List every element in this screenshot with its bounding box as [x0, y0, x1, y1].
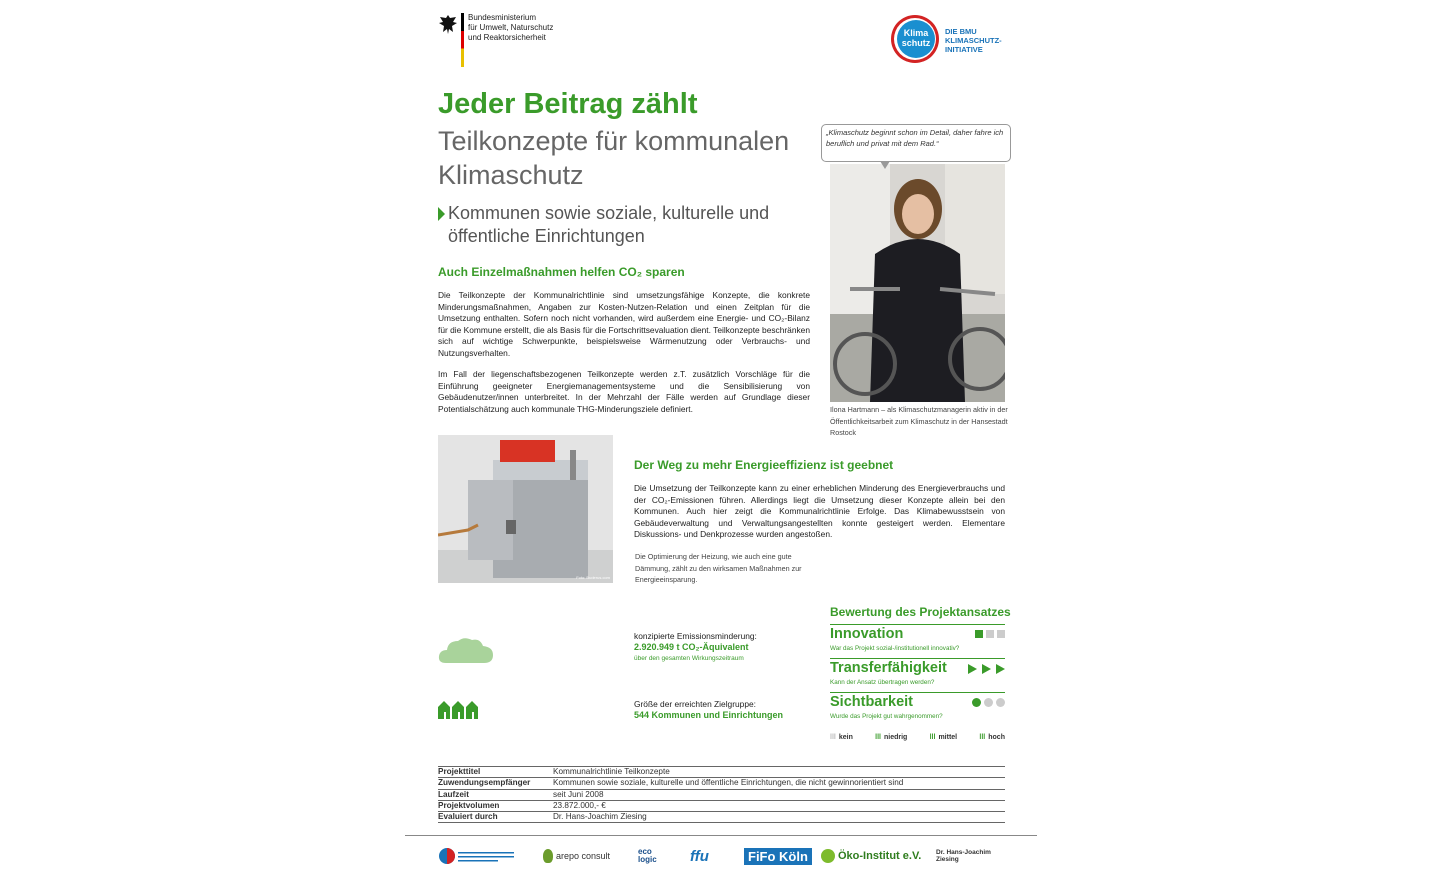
svg-text:schutz: schutz — [901, 38, 931, 48]
flag-bar — [461, 13, 464, 67]
leaf-icon — [543, 849, 553, 863]
assessment-row-visibility — [830, 692, 1005, 727]
rating-dot-off — [984, 698, 993, 707]
section-heading: Der Weg zu mehr Energieeffizienz ist geebnet — [634, 458, 894, 472]
subtitle-line: Klimaschutz — [438, 160, 584, 190]
subtitle-line: Teilkonzepte für kommunalen — [438, 126, 790, 156]
project-table — [438, 766, 1005, 823]
target-line: öffentliche Einrichtungen — [448, 226, 645, 246]
target-line: Kommunen sowie soziale, kulturelle und — [448, 203, 770, 223]
criterion-question: Kann der Ansatz übertragen werden? — [830, 679, 935, 686]
table-value: Kommunen sowie soziale, kulturelle und öffentliche Einrichtungen, die nicht gewinnorientiert sind — [553, 778, 1005, 789]
poster — [405, 0, 1037, 871]
table-key: Laufzeit — [438, 789, 553, 800]
paragraph: Die Teilkonzepte der Kommunalrichtlinie sind umsetzungsfähige Konzepte, die konkrete Minderungsmaßnahmen, Angaben zur Kosten-Nutzen-Relation und einen Zeitplan für die Umsetzung enthalten. Sofern noch nicht vorhanden, wird außerdem eine Energie- und CO₂-Bilanz für die Kommune erstellt, die als Basis für die Fortschrittsevaluation dient. Teilkonzepte beschränken sich auf wichtige Schwerpunkte, beispielsweise Wärmenutzung oder Verbrauchs- und Nutzungsverhalten. — [438, 290, 810, 358]
table-row — [438, 812, 1005, 823]
houses-icon — [438, 700, 498, 719]
table-key: Zuwendungsempfänger — [438, 778, 553, 789]
logo-text: arepo consult — [556, 851, 611, 861]
ministry-name — [468, 13, 553, 43]
partner-mark-icon — [438, 846, 516, 866]
assessment-row-innovation — [830, 624, 1005, 659]
rating-triangle-on — [996, 664, 1005, 674]
criterion-name: Innovation — [830, 626, 904, 642]
table-key: Evaluiert durch — [438, 812, 553, 823]
image-credit: Foto: Buderus.com — [576, 575, 610, 580]
table-value: 23.872.000,- € — [553, 800, 1005, 811]
initiative-name — [945, 27, 1002, 54]
footer-divider — [405, 835, 1037, 836]
globe-icon — [821, 849, 835, 863]
table-key: Projekttitel — [438, 767, 553, 778]
emission-label: konzipierte Emissionsminderung: — [634, 631, 757, 641]
rating-dot-on — [972, 698, 981, 707]
cloud-icon — [438, 636, 494, 664]
criterion-question: War das Projekt sozial-/institutionell innovativ? — [830, 645, 960, 652]
table-row — [438, 800, 1005, 811]
group-value: 544 Kommunen und Einrichtungen — [634, 710, 784, 720]
table-row — [438, 767, 1005, 778]
rating-dots — [972, 698, 1005, 707]
ecologic-logo: eco logic — [638, 847, 657, 864]
assessment-title: Bewertung des Projektansatzes — [830, 605, 1011, 619]
oeko-institut-logo — [821, 845, 921, 867]
table-value: Dr. Hans-Joachim Ziesing — [553, 812, 1005, 823]
paragraph: Im Fall der liegenschaftsbezogenen Teilkonzepte werden z.T. zusätzlich Vorschläge für die Einführung geeigneter Energiemanagementsysteme und die Sensibilisierung von Gebäudenutzer/innen unterbreitet. In der Mehrzahl der Fälle werden auf Grundlage dieser Potentialschätzung auch kommunale THG-Minderungsziele definiert. — [438, 369, 810, 414]
legend-item: lll kein — [830, 734, 853, 741]
table-row — [438, 778, 1005, 789]
rating-dot-off — [996, 698, 1005, 707]
rating-triangles — [966, 664, 1005, 674]
legend-item: lll niedrig — [875, 734, 908, 741]
rating-triangle-on — [982, 664, 991, 674]
rating-squares — [975, 630, 1005, 638]
legend-item: lll mittel — [929, 734, 958, 741]
emission-note: über den gesamten Wirkungszeitraum — [634, 655, 744, 662]
partner-logos — [438, 845, 1005, 867]
boiler-image — [438, 435, 613, 583]
quote-bubble: „Klimaschutz beginnt schon im Detail, daher fahre ich beruflich und privat mit dem Rad.“ — [821, 124, 1011, 162]
table-value: seit Juni 2008 — [553, 789, 1005, 800]
ffu-logo: ffu — [690, 847, 709, 865]
initiative-line: DIE BMU — [945, 27, 977, 36]
bmu-partner-logo — [438, 845, 516, 867]
image-caption: Die Optimierung der Heizung, wie auch eine gute Dämmung, zählt zu den wirksamen Maßnahmen zur Energieeinsparung. — [635, 552, 802, 584]
page-title: Jeder Beitrag zählt — [438, 88, 698, 120]
criterion-name: Transferfähigkeit — [830, 660, 947, 676]
paragraph: Die Umsetzung der Teilkonzepte kann zu einer erheblichen Minderung des Energieverbrauchs und der CO₂-Emissionen führen. Allerdings liegt die Umsetzung dieser Konzepte allein bei den Kommunen. Auch hier zeigt die Kommunalrichtlinie Erfolge. Das Klimabewusstsein von Gebäudeverwaltung und Verwaltungsangestellten konnte gesteigert werden. Elementare Diskussions- und Denkprozesse wurden angestoßen. — [634, 483, 1005, 540]
klimaschutz-initiative-logo — [890, 14, 1020, 68]
page-subtitle — [438, 124, 818, 192]
criterion-name: Sichtbarkeit — [830, 694, 913, 710]
portrait-image — [830, 164, 1005, 402]
initiative-line: KLIMASCHUTZ- — [945, 36, 1002, 45]
fifo-logo — [744, 845, 812, 867]
legend-item: lll hoch — [979, 734, 1005, 741]
svg-text:Klima: Klima — [903, 28, 929, 38]
portrait-photo — [830, 164, 1005, 402]
ministry-line: und Reaktorsicherheit — [468, 33, 546, 42]
emission-value: 2.920.949 t CO₂-Äquivalent — [634, 642, 749, 652]
section-heading: Auch Einzelmaßnahmen helfen CO₂ sparen — [438, 265, 685, 279]
rating-square-on — [975, 630, 983, 638]
arepo-logo — [543, 845, 610, 867]
ziesing-logo: Dr. Hans-Joachim Ziesing — [936, 849, 991, 863]
table-key: Projektvolumen — [438, 800, 553, 811]
group-label: Größe der erreichten Zielgruppe: — [634, 699, 756, 709]
table-row — [438, 789, 1005, 800]
rating-triangle-on — [968, 664, 977, 674]
logo-text: Öko-Institut e.V. — [838, 850, 922, 862]
table-value: Kommunalrichtlinie Teilkonzepte — [553, 767, 1005, 778]
rating-square-off — [986, 630, 994, 638]
rating-legend — [830, 734, 1005, 741]
criterion-question: Wurde das Projekt gut wahrgenommen? — [830, 713, 943, 720]
ministry-logo — [438, 13, 578, 67]
rating-square-off — [997, 630, 1005, 638]
assessment-row-transfer — [830, 658, 1005, 693]
quote-tail — [880, 161, 890, 169]
klimaschutz-logo-icon — [890, 14, 940, 64]
target-group-heading — [448, 202, 808, 248]
ministry-line: Bundesministerium — [468, 13, 537, 22]
arrow-icon — [438, 207, 445, 221]
photo-caption: Ilona Hartmann – als Klimaschutzmanagerin aktiv in der Öffentlichkeitsarbeit zum Klimaschutz in der Hansestadt Rostock — [830, 405, 1008, 437]
eagle-icon — [438, 13, 458, 35]
boiler-photo — [438, 435, 613, 583]
ministry-line: für Umwelt, Naturschutz — [468, 23, 554, 32]
initiative-line: INITIATIVE — [945, 45, 983, 54]
logo-text: FiFo Köln — [744, 848, 812, 865]
